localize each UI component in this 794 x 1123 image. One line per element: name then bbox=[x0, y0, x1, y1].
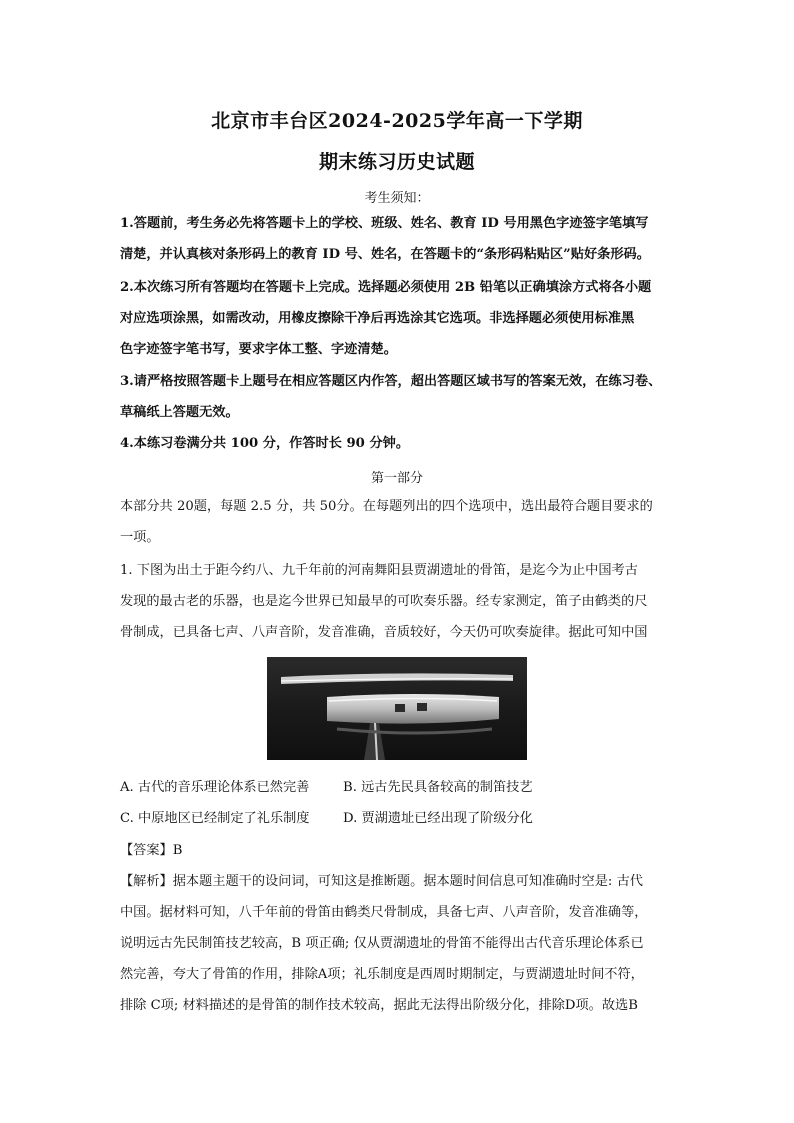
analysis-line2: 中国。据材料可知，八千年前的骨笛由鹤类尺骨制成，具备七声、八声音阶，发音准确等， bbox=[120, 905, 648, 920]
option-c: C. 中原地区已经制定了礼乐制度 bbox=[120, 811, 310, 826]
notice-heading: 考生须知： bbox=[364, 191, 430, 206]
part-heading: 第一部分 bbox=[370, 471, 423, 486]
notice-1-line2: 清楚，并认真核对条形码上的教育 ID 号、姓名，在答题卡的“条形码粘贴区”贴好条形码。 bbox=[120, 247, 650, 262]
question-1-stem-line3: 骨制成，已具备七声、八声音阶，发音准确，音质较好，今天仍可吹奏旋律。据此可知中国 bbox=[120, 625, 648, 640]
option-b: B. 远古先民具备较高的制笛技艺 bbox=[343, 780, 533, 795]
part-intro-line2: 一项。 bbox=[120, 530, 160, 545]
notice-1-line1: 1.答题前，考生务必先将答题卡上的学校、班级、姓名、教育 ID 号用黑色字迹签字笔填写 bbox=[120, 216, 649, 231]
analysis-line4: 然完善，夸大了骨笛的作用，排除A项；礼乐制度是西周时期制定，与贾湖遗址时间不符， bbox=[120, 967, 644, 982]
question-1-stem-line2: 发现的最古老的乐器，也是迄今世界已知最早的可吹奏乐器。经专家测定，笛子由鹤类的尺 bbox=[120, 594, 648, 609]
analysis-line3: 说明远古先民制笛技艺较高，B 项正确; 仅从贾湖遗址的骨笛不能得出古代音乐理论体系已 bbox=[120, 936, 644, 951]
notice-2-line2: 对应选项涂黑，如需改动，用橡皮擦除干净后再选涂其它选项。非选择题必须使用标准黑 bbox=[120, 311, 635, 326]
exam-title-line1: 北京市丰台区2024-2025学年高一下学期 bbox=[211, 110, 583, 132]
exam-title-line2: 期末练习历史试题 bbox=[318, 151, 475, 173]
notice-3-line2: 草稿纸上答题无效。 bbox=[120, 405, 239, 420]
notice-2-line1: 2.本次练习所有答题均在答题卡上完成。选择题必须使用 2B 铅笔以正确填涂方式将各小题 bbox=[120, 280, 652, 295]
question-1-stem-line1: 1. 下图为出土于距今约八、九千年前的河南舞阳县贾湖遗址的骨笛，是迄今为止中国考古 bbox=[120, 563, 638, 578]
notice-3-line1: 3.请严格按照答题卡上题号在相应答题区内作答，超出答题区域书写的答案无效，在练习卷、 bbox=[120, 374, 662, 389]
option-a: A. 古代的音乐理论体系已然完善 bbox=[120, 780, 310, 795]
option-d: D. 贾湖遗址已经出现了阶级分化 bbox=[343, 811, 533, 826]
bone-flute-photo bbox=[267, 657, 527, 760]
analysis-line1: 【解析】据本题主题干的设问词，可知这是推断题。据本题时间信息可知准确时空是: 古代 bbox=[120, 874, 643, 889]
answer-line: 【答案】B bbox=[120, 843, 183, 858]
part-intro-line1: 本部分共 20题，每题 2.5 分，共 50分。在每题列出的四个选项中，选出最符合题目要求的 bbox=[120, 499, 653, 514]
notice-2-line3: 色字迹签字笔书写，要求字体工整、字迹清楚。 bbox=[120, 342, 397, 357]
analysis-line5: 排除 C项; 材料描述的是骨笛的制作技术较高，据此无法得出阶级分化，排除D项。故选B bbox=[120, 998, 638, 1013]
notice-4: 4.本练习卷满分共 100 分，作答时长 90 分钟。 bbox=[120, 436, 410, 451]
